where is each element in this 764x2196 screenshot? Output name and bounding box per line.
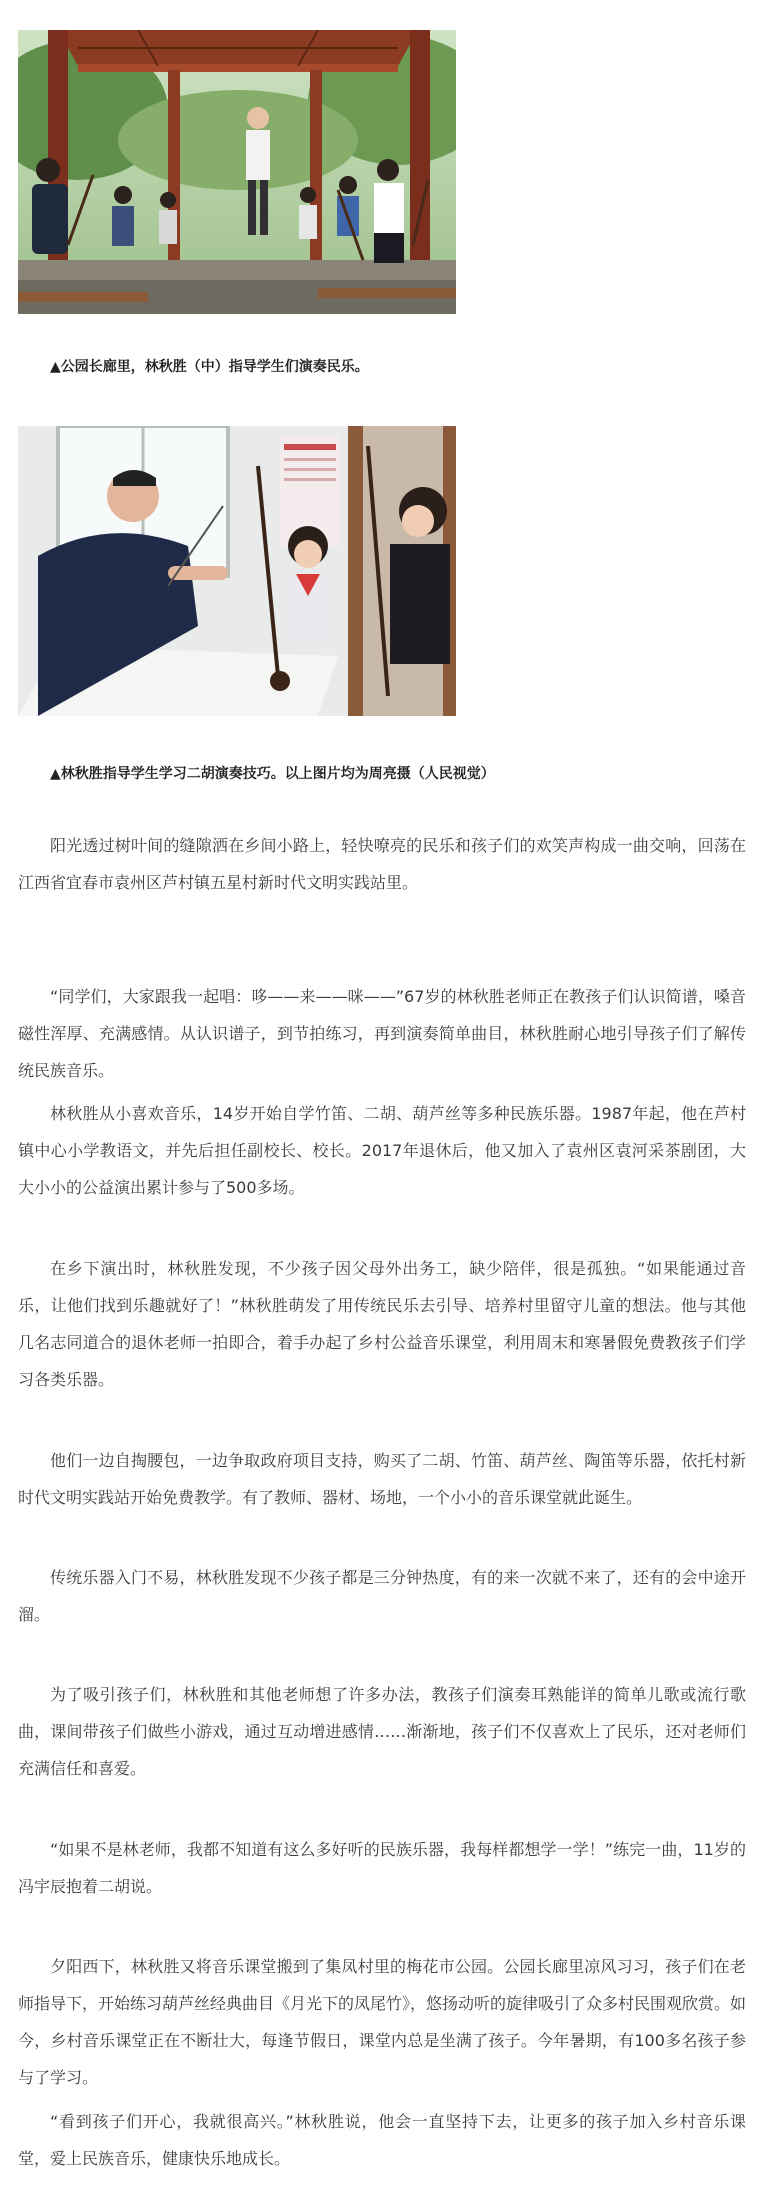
photo-caption: ▲公园长廊里，林秋胜（中）指导学生们演奏民乐。: [50, 359, 369, 375]
pavilion-scene-illustration: [18, 30, 456, 314]
article-paragraph: 传统乐器入门不易，林秋胜发现不少孩子都是三分钟热度，有的来一次就不来了，还有的会中途开溜。: [18, 1568, 746, 1624]
photo-caption: ▲林秋胜指导学生学习二胡演奏技巧。以上图片均为周亮摄（人民视觉）: [50, 766, 495, 782]
article-paragraph: “看到孩子们开心，我就很高兴。”林秋胜说，他会一直坚持下去，让更多的孩子加入乡村音乐课堂，爱上民族音乐，健康快乐地成长。: [18, 2112, 746, 2168]
article-paragraph: 为了吸引孩子们，林秋胜和其他老师想了许多办法，教孩子们演奏耳熟能详的简单儿歌或流行歌曲，课间带孩子们做些小游戏，通过互动增进感情……渐渐地，孩子们不仅喜欢上了民乐，还对老师们充满信任和喜爱。: [18, 1685, 746, 1778]
article-photo-classroom: [18, 426, 456, 716]
classroom-scene-illustration: [18, 426, 456, 716]
article-paragraph: 夕阳西下，林秋胜又将音乐课堂搬到了集凤村里的梅花市公园。公园长廊里凉风习习，孩子们在老师指导下，开始练习葫芦丝经典曲目《月光下的凤尾竹》，悠扬动听的旋律吸引了众多村民围观欣赏。如今，乡村音乐课堂正在不断壮大，每逢节假日，课堂内总是坐满了孩子。今年暑期，有100多名孩子参与了学习。: [18, 1957, 747, 2087]
article-paragraph: 他们一边自掏腰包，一边争取政府项目支持，购买了二胡、竹笛、葫芦丝、陶笛等乐器，依托村新时代文明实践站开始免费教学。有了教师、器材、场地，一个小小的音乐课堂就此诞生。: [18, 1451, 746, 1507]
article-photo-pavilion: [18, 30, 456, 314]
article-paragraph: 林秋胜从小喜欢音乐，14岁开始自学竹笛、二胡、葫芦丝等多种民族乐器。1987年起，他在芦村镇中心小学教语文，并先后担任副校长、校长。2017年退休后，他又加入了袁州区袁河采茶剧团，大大小小的公益演出累计参与了500多场。: [18, 1104, 746, 1197]
article-paragraph: “同学们，大家跟我一起唱：哆——来——咪——”67岁的林秋胜老师正在教孩子们认识简谱，嗓音磁性浑厚、充满感情。从认识谱子，到节拍练习，再到演奏简单曲目，林秋胜耐心地引导孩子们了解传统民族音乐。: [18, 987, 746, 1080]
article-paragraph: 在乡下演出时，林秋胜发现，不少孩子因父母外出务工，缺少陪伴，很是孤独。“如果能通过音乐，让他们找到乐趣就好了！”林秋胜萌发了用传统民乐去引导、培养村里留守儿童的想法。他与其他几名志同道合的退休老师一拍即合，着手办起了乡村公益音乐课堂，利用周末和寒暑假免费教孩子们学习各类乐器。: [18, 1259, 746, 1389]
article-paragraph: 阳光透过树叶间的缝隙洒在乡间小路上，轻快嘹亮的民乐和孩子们的欢笑声构成一曲交响，回荡在江西省宜春市袁州区芦村镇五星村新时代文明实践站里。: [18, 836, 746, 892]
article-paragraph: “如果不是林老师，我都不知道有这么多好听的民族乐器，我每样都想学一学！”练完一曲，11岁的冯宇辰抱着二胡说。: [18, 1840, 746, 1896]
